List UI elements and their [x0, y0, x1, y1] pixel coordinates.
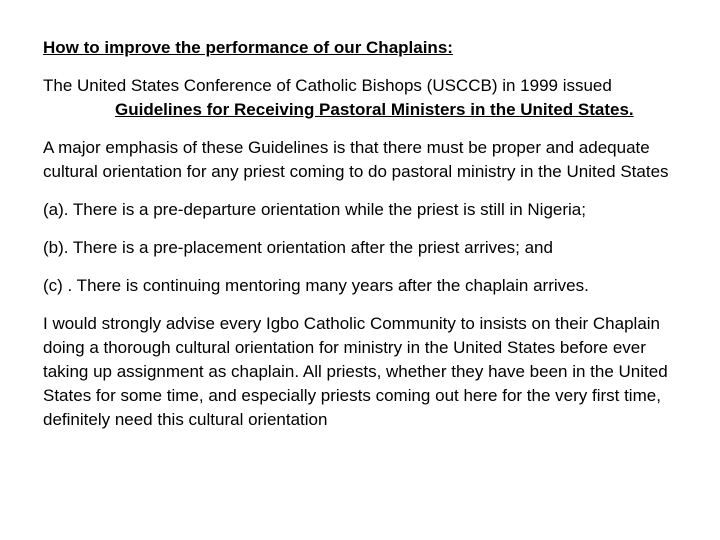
point-a: (a). There is a pre-departure orientation while the priest is still in Nigeria;: [43, 200, 586, 219]
emphasis-paragraph: A major emphasis of these Guidelines is that there must be proper and adequate cultural orientation for any priest coming to do pastoral ministry in the United States: [43, 138, 669, 181]
point-b: (b). There is a pre-placement orientation after the priest arrives; and: [43, 238, 553, 257]
advice-paragraph: I would strongly advise every Igbo Catholic Community to insists on their Chaplain doing a thorough cultural orientation for ministry in the United States before ever taking up assignment as chaplain. All priests, whether they have been in the United States for some time, and especially priests coming out here for the very first time, definitely need this cultural orientation: [43, 314, 668, 429]
guidelines-title: Guidelines for Receiving Pastoral Ministers in the United States.: [115, 100, 634, 119]
slide-title: How to improve the performance of our Chaplains:: [43, 38, 453, 57]
point-c: (c) . There is continuing mentoring many years after the chaplain arrives.: [43, 276, 589, 295]
intro-paragraph: [43, 74, 693, 122]
slide-content: [43, 36, 693, 432]
intro-text: The United States Conference of Catholic Bishops (USCCB) in 1999 issued: [43, 76, 612, 95]
